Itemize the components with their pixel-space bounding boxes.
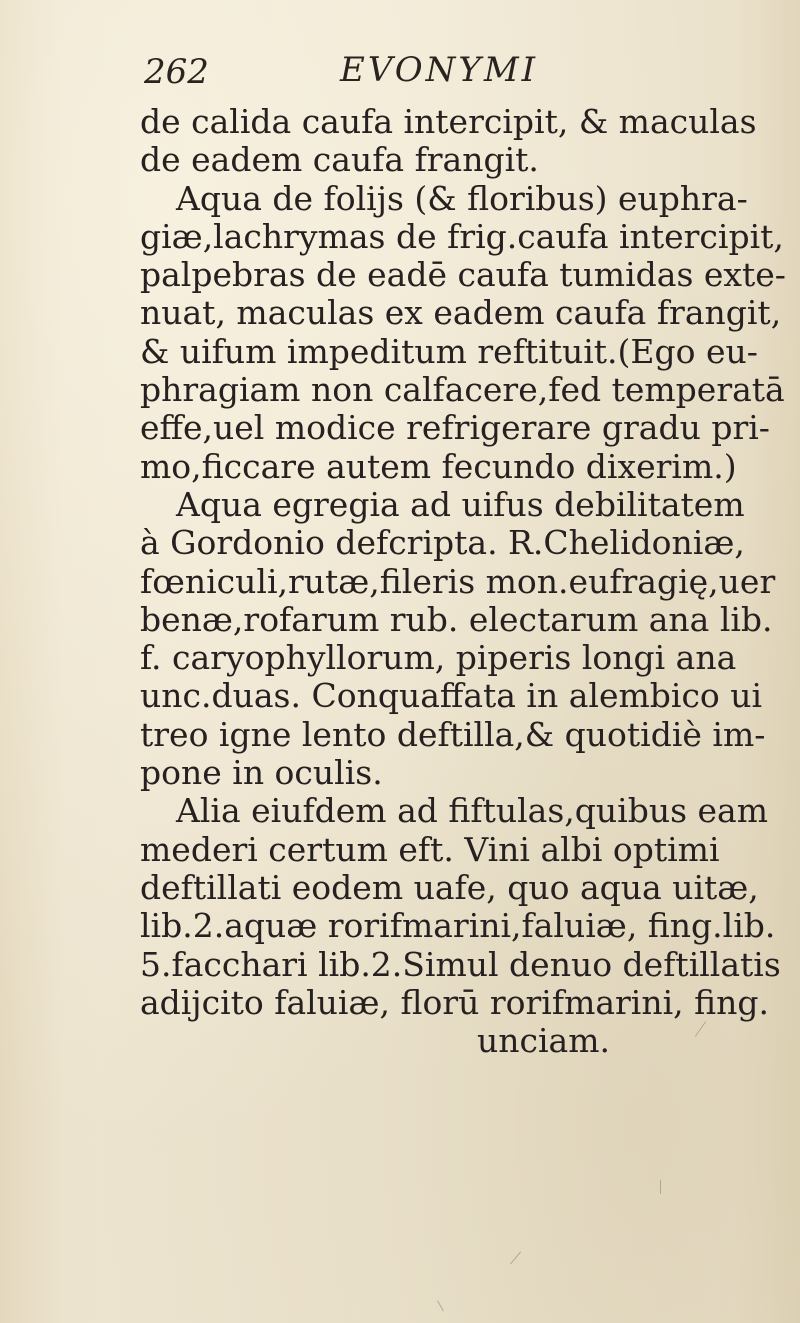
paper-fleck xyxy=(660,1180,661,1194)
text-line: Aqua de folijs (& floribus) euphra- xyxy=(176,178,748,218)
text-line: benæ,rofarum rub. electarum ana lib. xyxy=(140,599,773,639)
paper-fleck xyxy=(437,1301,444,1312)
text-line: à Gordonio defcripta. R.Chelidoniæ, xyxy=(140,523,745,563)
text-line: pone in oculis. xyxy=(140,753,383,793)
text-line: phragiam non calfacere,fed temperatā xyxy=(140,370,785,410)
text-line: & uifum impeditum reftituit.(Ego eu- xyxy=(140,331,758,371)
text-line: palpebras de eadē caufa tumidas exte- xyxy=(140,255,786,295)
text-line: f. caryophyllorum, piperis longi ana xyxy=(140,638,737,678)
text-line: deftillati eodem uafe, quo aqua uitæ, xyxy=(140,867,759,907)
text-line: 5.facchari lib.2.Simul denuo deftillatis xyxy=(140,944,781,984)
text-line: unciam. xyxy=(477,1021,610,1061)
text-line: de eadem caufa frangit. xyxy=(140,140,539,180)
paper-fleck xyxy=(510,1252,521,1265)
text-line: mo,ficcare autem fecundo dixerim.) xyxy=(140,446,737,486)
body-text xyxy=(140,102,786,1061)
text-line: nuat, maculas ex eadem caufa frangit, xyxy=(140,293,782,333)
page-number: 262 xyxy=(144,52,209,92)
text-line: treo igne lento deftilla,& quotidiè im- xyxy=(140,714,766,754)
text-line: fœniculi,rutæ,fileris mon.eufragię,uer xyxy=(140,561,776,601)
text-line: de calida caufa intercipit, & maculas xyxy=(140,102,757,141)
running-head: EVONYMI xyxy=(340,50,539,90)
text-line: unc.duas. Conquaffata in alembico ui xyxy=(140,676,763,716)
text-line: lib.2.aquæ rorifmarini,faluiæ, fing.lib. xyxy=(140,906,776,946)
text-line: Aqua egregia ad uifus debilitatem xyxy=(176,484,745,524)
text-line: Alia eiufdem ad fiftulas,quibus eam xyxy=(176,791,769,831)
text-line: mederi certum eft. Vini albi optimi xyxy=(140,829,720,869)
text-line: giæ,lachrymas de frig.caufa intercipit, xyxy=(140,216,784,256)
page-header xyxy=(140,46,610,96)
text-line: adijcito faluiæ, florū rorifmarini, fing. xyxy=(140,982,770,1022)
text-line: effe,uel modice refrigerare gradu pri- xyxy=(140,408,770,448)
